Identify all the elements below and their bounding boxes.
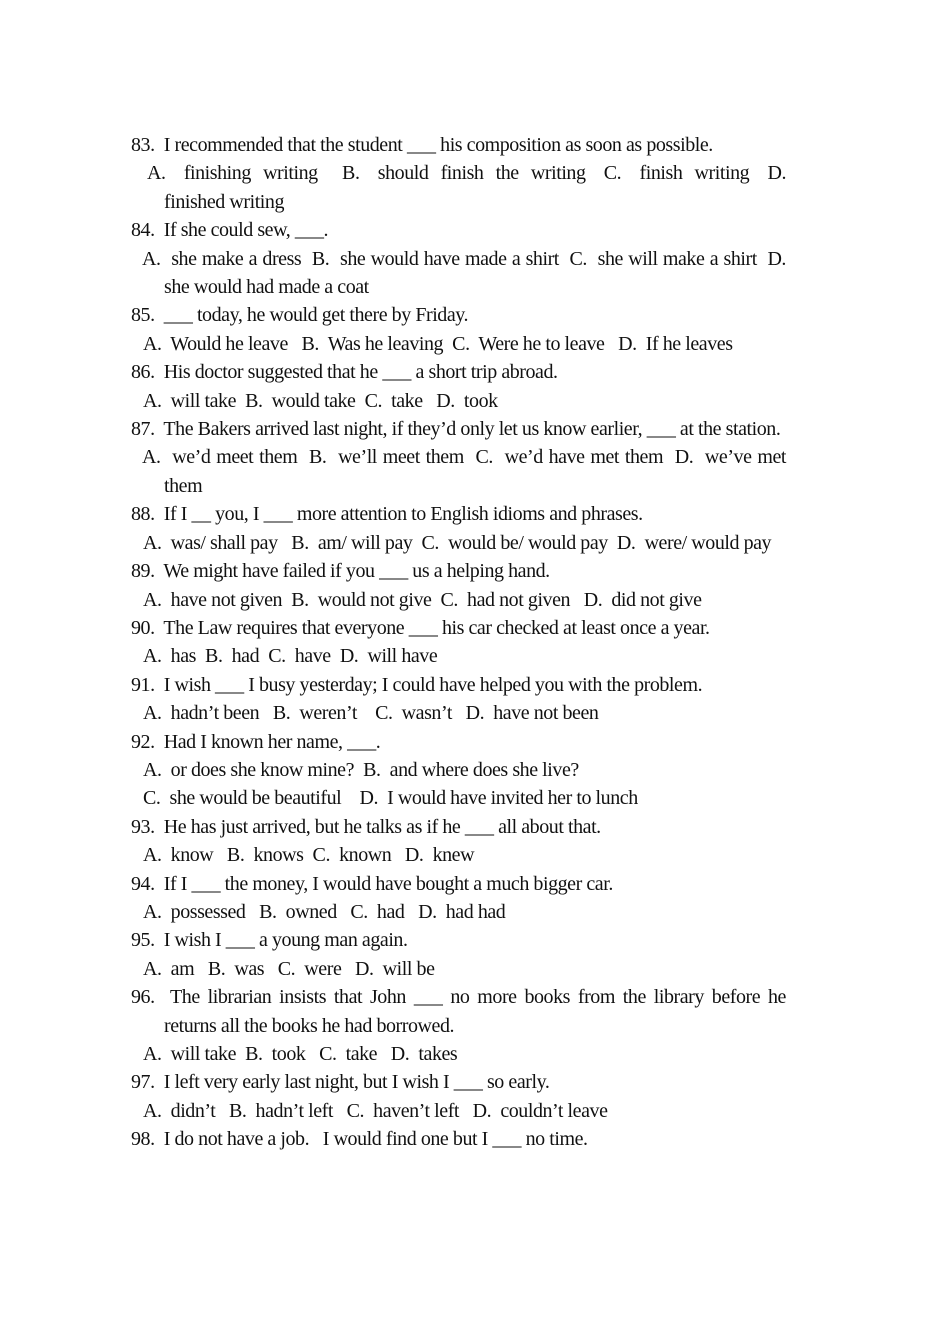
question-stem: 98. I do not have a job. I would find one but I ___ no time. <box>131 1128 588 1151</box>
question-options: A. or does she know mine? B. and where does she live? <box>143 758 579 781</box>
question-options: C. she would be beautiful D. I would have invited her to lunch <box>143 787 638 810</box>
question-stem: 93. He has just arrived, but he talks as if he ___ all about that. <box>131 815 601 838</box>
question-stem: 90. The Law requires that everyone ___ his car checked at least once a year. <box>131 616 710 639</box>
question-stem: 85. ___ today, he would get there by Friday. <box>131 304 469 327</box>
question-options: A. have not given B. would not give C. had not given D. did not give <box>143 588 702 611</box>
exercise-page <box>131 131 800 1154</box>
question-options: A. was/ shall pay B. am/ will pay C. would be/ would pay D. were/ would pay <box>143 531 772 554</box>
question-stem: 86. His doctor suggested that he ___ a short trip abroad. <box>131 361 558 384</box>
question-options: A. am B. was C. were D. will be <box>143 957 435 980</box>
question-stem: 84. If she could sew, ___. <box>131 219 329 242</box>
question-stem: 89. We might have failed if you ___ us a helping hand. <box>131 560 550 583</box>
question-stem: 97. I left very early last night, but I wish I ___ so early. <box>131 1071 550 1094</box>
question-options: A. will take B. took C. take D. takes <box>143 1043 458 1065</box>
question-stem: 94. If I ___ the money, I would have bought a much bigger car. <box>131 872 613 895</box>
question-options: A. possessed B. owned C. had D. had had <box>143 900 506 923</box>
question-stem: 91. I wish ___ I busy yesterday; I could have helped you with the problem. <box>131 673 703 696</box>
question-options: A. we’d meet them B. we’ll meet them C. we’d have met them D. we’ve met them <box>142 446 791 497</box>
question-options: A. finishing writing B. should finish the writing C. finish writing D. finished writing <box>147 162 800 213</box>
question-stem: 87. The Bakers arrived last night, if they’d only let us know earlier, ___ at the station. <box>131 418 781 441</box>
question-options: A. Would he leave B. Was he leaving C. Were he to leave D. If he leaves <box>143 332 733 355</box>
question-stem: 92. Had I known her name, ___. <box>131 730 381 753</box>
question-options: A. hadn’t been B. weren’t C. wasn’t D. have not been <box>143 702 599 725</box>
question-options: A. will take B. would take C. take D. took <box>143 389 498 412</box>
question-options: A. she make a dress B. she would have made a shirt C. she will make a shirt D. she would had made a coat <box>142 247 796 299</box>
question-options: A. has B. had C. have D. will have <box>143 645 438 668</box>
question-stem: 95. I wish I ___ a young man again. <box>131 929 408 952</box>
question-options: A. know B. knows C. known D. knew <box>143 844 475 867</box>
question-stem: 96. The librarian insists that John ___ no more books from the library before he returns all the books he had borrowed. <box>131 986 791 1037</box>
question-options: A. didn’t B. hadn’t left C. haven’t left D. couldn’t leave <box>143 1099 608 1122</box>
question-stem: 88. If I __ you, I ___ more attention to English idioms and phrases. <box>131 503 643 526</box>
question-stem: 83. I recommended that the student ___ his composition as soon as possible. <box>131 134 713 156</box>
